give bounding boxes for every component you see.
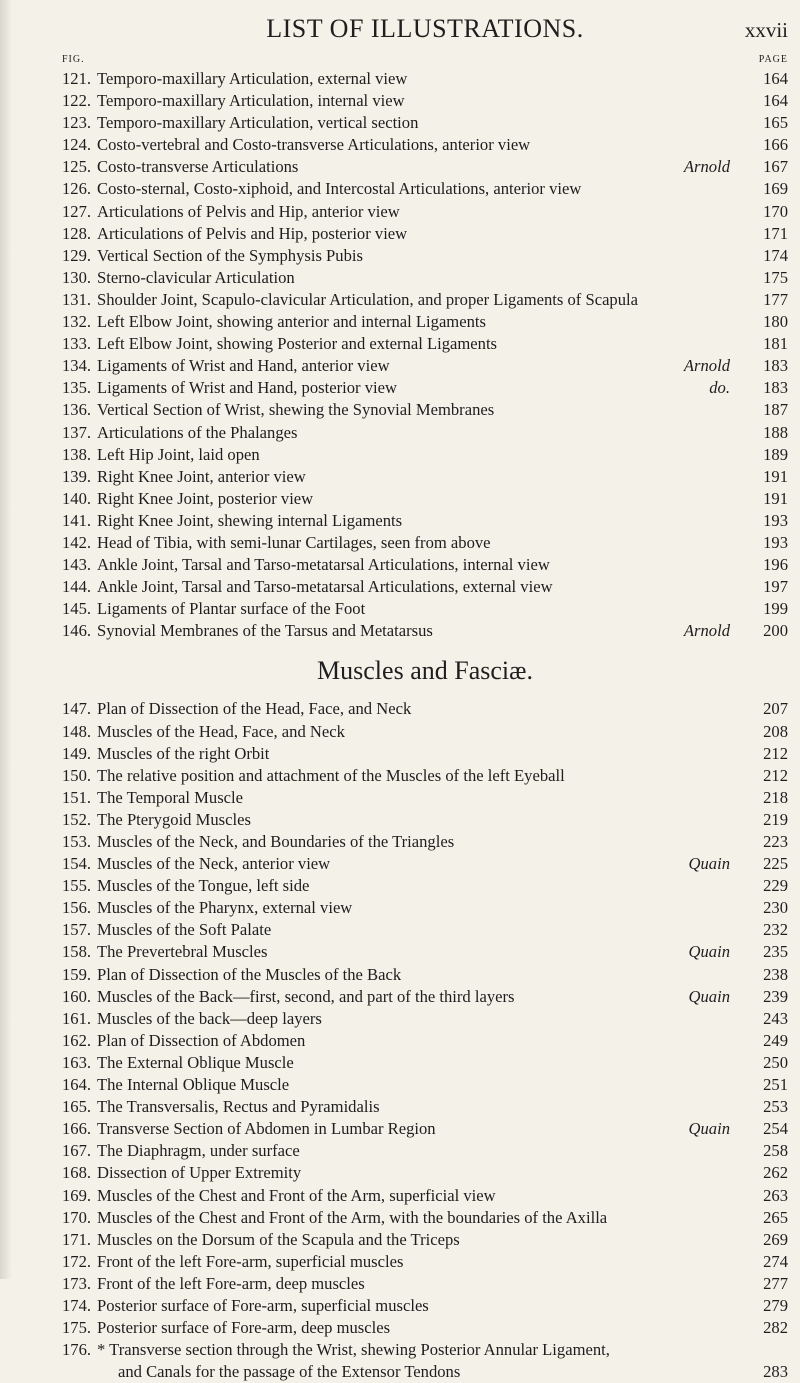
figure-number: 138.: [62, 444, 92, 464]
running-header: [62, 0, 788, 52]
list-item: [62, 765, 788, 787]
list-item: [62, 156, 788, 178]
figure-page: 199: [763, 599, 788, 619]
figure-caption: Posterior surface of Fore-arm, deep muscles: [97, 1318, 391, 1338]
figure-page: 196: [763, 555, 788, 575]
figure-number: 165.: [62, 1097, 92, 1117]
figure-caption: Transverse Section of Abdomen in Lumbar Region: [97, 1119, 436, 1139]
figure-number: 162.: [62, 1030, 92, 1050]
figure-number: 168.: [62, 1163, 92, 1183]
figure-caption: Dissection of Upper Extremity: [97, 1163, 302, 1183]
figure-page: 269: [763, 1229, 788, 1249]
list-item: [62, 488, 788, 510]
figure-page: 263: [763, 1185, 788, 1205]
figure-page: 193: [763, 532, 788, 552]
figure-caption: Articulations of Pelvis and Hip, posterior view: [97, 223, 408, 243]
figure-number: 164.: [62, 1075, 92, 1095]
figure-caption: The Prevertebral Muscles: [97, 942, 268, 962]
figure-page: 175: [763, 267, 788, 287]
list-item: [62, 1339, 788, 1361]
figure-page: 181: [763, 334, 788, 354]
figure-number: 150.: [62, 765, 92, 785]
figure-page: 249: [763, 1030, 788, 1050]
figure-caption: The Pterygoid Muscles: [97, 809, 251, 829]
figure-page: 283: [763, 1362, 788, 1382]
list-item: [62, 897, 788, 919]
illustration-list-articulations: [62, 68, 788, 642]
list-item: [62, 1052, 788, 1074]
list-item: [62, 831, 788, 853]
figure-page: 235: [763, 942, 788, 962]
list-item: [62, 422, 788, 444]
figure-page: 250: [763, 1052, 788, 1072]
list-item: [62, 112, 788, 134]
page-number: xxvii: [744, 18, 788, 42]
figure-number: 170.: [62, 1207, 92, 1227]
figure-page: 174: [763, 245, 788, 265]
figure-caption: Vertical Section of Wrist, shewing the Synovial Membranes: [97, 400, 495, 420]
figure-caption: Muscles of the Neck, and Boundaries of the Triangles: [97, 832, 455, 851]
list-item: [62, 1185, 788, 1207]
list-item: [62, 853, 788, 875]
figure-source: Quain: [688, 1119, 730, 1139]
figure-number: 155.: [62, 876, 92, 896]
figure-page: 239: [763, 986, 788, 1006]
figure-caption: Posterior surface of Fore-arm, superficial muscles: [97, 1295, 429, 1315]
figure-page: 274: [763, 1251, 788, 1271]
figure-page: 177: [763, 289, 788, 309]
list-item: [62, 1207, 788, 1229]
figure-number: 174.: [62, 1295, 92, 1315]
figure-caption: Muscles of the Neck, anterior view: [97, 854, 331, 874]
figure-source: Quain: [688, 986, 730, 1006]
figure-caption: Costo-sternal, Costo-xiphoid, and Intercostal Articulations, anterior view: [97, 179, 582, 199]
figure-number: 135.: [62, 378, 92, 398]
figure-page: 251: [763, 1075, 788, 1095]
list-item: [62, 620, 788, 642]
figure-source: Arnold: [683, 621, 730, 641]
figure-caption: Left Elbow Joint, showing anterior and internal Ligaments: [97, 312, 486, 332]
list-item: [62, 986, 788, 1008]
figure-number: 171.: [62, 1229, 92, 1249]
list-item: [62, 919, 788, 941]
figure-number: 169.: [62, 1185, 92, 1205]
figure-caption: Muscles of the Pharynx, external view: [97, 898, 353, 918]
list-item: [62, 1295, 788, 1317]
list-item: [62, 201, 788, 223]
figure-page: 258: [763, 1141, 788, 1161]
figure-caption: Head of Tibia, with semi-lunar Cartilages, seen from above: [97, 532, 491, 552]
figure-caption: Temporo-maxillary Articulation, internal view: [97, 91, 405, 111]
figure-page: 180: [763, 312, 788, 332]
figure-number: 159.: [62, 964, 92, 984]
figure-number: 157.: [62, 920, 92, 940]
figure-caption: Costo-transverse Articulations: [97, 157, 299, 177]
section-heading: Muscles and Fasciæ.: [317, 656, 533, 686]
figure-page: 170: [763, 201, 788, 221]
figure-page: 187: [763, 400, 788, 420]
figure-number: 130.: [62, 267, 92, 287]
list-item: [62, 1251, 788, 1273]
figure-caption: Sterno-clavicular Articulation: [97, 267, 295, 287]
figure-caption: Synovial Membranes of the Tarsus and Metatarsus: [97, 621, 433, 641]
figure-caption: The Internal Oblique Muscle: [97, 1075, 290, 1095]
list-item: [62, 1229, 788, 1251]
figure-caption: Muscles of the Chest and Front of the Arm, superficial view: [97, 1185, 496, 1205]
figure-caption: Ligaments of Wrist and Hand, anterior view: [97, 356, 390, 376]
list-item: [62, 1008, 788, 1030]
figure-number: 147.: [62, 699, 92, 719]
figure-number: 146.: [62, 621, 92, 641]
figure-source: Arnold: [683, 157, 730, 177]
list-item: [62, 178, 788, 200]
figure-number: 148.: [62, 721, 92, 741]
figure-caption: Muscles of the Chest and Front of the Arm, with the boundaries of the Axilla: [97, 1207, 608, 1227]
figure-caption: Left Hip Joint, laid open: [97, 444, 260, 464]
figure-page: 188: [763, 422, 788, 442]
figure-source: Quain: [688, 942, 730, 962]
figure-caption: Muscles on the Dorsum of the Scapula and the Triceps: [97, 1229, 460, 1249]
illustration-list-muscles: [62, 698, 788, 1383]
page-column-header: PAGE: [758, 54, 788, 65]
list-item: [62, 289, 788, 311]
figure-page: 191: [763, 466, 788, 486]
list-item: [62, 875, 788, 897]
list-item: [62, 698, 788, 720]
figure-page: 171: [763, 223, 788, 243]
figure-number: 166.: [62, 1119, 92, 1139]
figure-page: 229: [763, 876, 788, 896]
figure-number: 154.: [62, 854, 92, 874]
figure-caption: Left Elbow Joint, showing Posterior and external Ligaments: [97, 334, 498, 354]
figure-caption: Muscles of the Back—first, second, and part of the third layers: [97, 986, 515, 1006]
figure-caption: Front of the left Fore-arm, deep muscles: [97, 1273, 365, 1293]
figure-caption: The External Oblique Muscle: [97, 1052, 294, 1072]
figure-number: 173.: [62, 1273, 92, 1293]
figure-page: 165: [763, 113, 788, 133]
list-item: [62, 1317, 788, 1339]
figure-page: 164: [763, 91, 788, 111]
figure-number: 175.: [62, 1318, 92, 1338]
figure-caption: Right Knee Joint, posterior view: [97, 488, 314, 508]
figure-page: 212: [763, 743, 788, 763]
list-item: [62, 1162, 788, 1184]
figure-number: 132.: [62, 312, 92, 332]
list-item: [62, 941, 788, 963]
figure-number: 122.: [62, 91, 92, 111]
list-item: [62, 532, 788, 554]
figure-page: 223: [763, 832, 788, 851]
list-item: [62, 1030, 788, 1052]
list-item: [62, 444, 788, 466]
figure-page: 189: [763, 444, 788, 464]
figure-page: 191: [763, 488, 788, 508]
figure-page: 169: [763, 179, 788, 199]
figure-caption: Temporo-maxillary Articulation, external view: [97, 69, 408, 88]
figure-caption: Ligaments of Wrist and Hand, posterior view: [97, 378, 397, 398]
column-headers: [62, 52, 788, 68]
figure-number: 139.: [62, 466, 92, 486]
figure-page: 212: [763, 765, 788, 785]
figure-number: 127.: [62, 201, 92, 221]
figure-page: 253: [763, 1097, 788, 1117]
figure-page: 277: [763, 1273, 788, 1293]
figure-number: 134.: [62, 356, 92, 376]
figure-number: 128.: [62, 223, 92, 243]
figure-caption: Muscles of the right Orbit: [97, 743, 270, 763]
figure-caption: * Transverse section through the Wrist, shewing Posterior Annular Ligament,: [97, 1340, 610, 1360]
figure-caption: Plan of Dissection of the Muscles of the Back: [97, 964, 402, 984]
fig-column-header: FIG.: [62, 54, 85, 65]
figure-page: 183: [763, 356, 788, 376]
figure-number: 172.: [62, 1251, 92, 1271]
figure-number: 133.: [62, 334, 92, 354]
figure-number: 131.: [62, 289, 92, 309]
list-item: [62, 399, 788, 421]
figure-page: 243: [763, 1008, 788, 1028]
figure-caption: Muscles of the back—deep layers: [97, 1008, 322, 1028]
figure-page: 166: [763, 135, 788, 155]
figure-page: 167: [763, 157, 788, 177]
figure-number: 151.: [62, 787, 92, 807]
figure-source: Quain: [688, 854, 730, 874]
page-title: LIST OF ILLUSTRATIONS.: [266, 14, 584, 43]
figure-caption: Shoulder Joint, Scapulo-clavicular Articulation, and proper Ligaments of Scapula: [97, 289, 638, 309]
figure-number: 144.: [62, 577, 92, 597]
list-item: [62, 223, 788, 245]
figure-page: 238: [763, 964, 788, 984]
figure-caption: Plan of Dissection of Abdomen: [97, 1030, 306, 1050]
figure-number: 167.: [62, 1141, 92, 1161]
list-item: [62, 134, 788, 156]
list-item: [62, 576, 788, 598]
figure-caption: Vertical Section of the Symphysis Pubis: [97, 245, 363, 265]
figure-page: 218: [763, 787, 788, 807]
figure-caption: Muscles of the Tongue, left side: [97, 876, 310, 896]
figure-caption: and Canals for the passage of the Extensor Tendons: [118, 1362, 461, 1382]
list-item: [62, 267, 788, 289]
figure-caption: The Transversalis, Rectus and Pyramidalis: [97, 1097, 380, 1117]
figure-number: 145.: [62, 599, 92, 619]
figure-number: 121.: [62, 69, 92, 88]
figure-caption: Costo-vertebral and Costo-transverse Articulations, anterior view: [97, 135, 531, 155]
figure-page: 183: [763, 378, 788, 398]
figure-number: 137.: [62, 422, 92, 442]
figure-page: 230: [763, 898, 788, 918]
figure-page: 208: [763, 721, 788, 741]
figure-number: 158.: [62, 942, 92, 962]
figure-page: 164: [763, 69, 788, 88]
list-item: [62, 355, 788, 377]
figure-caption: Ligaments of Plantar surface of the Foot: [97, 599, 366, 619]
figure-number: 152.: [62, 809, 92, 829]
list-item: [62, 809, 788, 831]
figure-page: 279: [763, 1295, 788, 1315]
page-binding-edge: [0, 0, 12, 1279]
figure-number: 163.: [62, 1052, 92, 1072]
figure-caption: Muscles of the Soft Palate: [97, 920, 272, 940]
list-item: [62, 1361, 788, 1383]
figure-page: 219: [763, 809, 788, 829]
list-item: [62, 1118, 788, 1140]
figure-number: 123.: [62, 113, 92, 133]
list-item: [62, 90, 788, 112]
list-item: [62, 964, 788, 986]
list-item: [62, 245, 788, 267]
figure-source: do.: [709, 378, 730, 398]
figure-caption: The Temporal Muscle: [97, 787, 243, 807]
figure-caption: The relative position and attachment of the Muscles of the left Eyeball: [97, 765, 565, 785]
figure-number: 125.: [62, 157, 92, 177]
figure-number: 142.: [62, 532, 92, 552]
figure-page: 265: [763, 1207, 788, 1227]
figure-number: 141.: [62, 510, 92, 530]
figure-number: 176.: [62, 1340, 92, 1360]
figure-number: 153.: [62, 832, 92, 851]
figure-caption: Muscles of the Head, Face, and Neck: [97, 721, 345, 741]
book-page: [62, 0, 788, 1383]
figure-page: 262: [763, 1163, 788, 1183]
figure-number: 149.: [62, 743, 92, 763]
list-item: [62, 377, 788, 399]
figure-page: 207: [763, 699, 788, 719]
list-item: [62, 1096, 788, 1118]
figure-number: 136.: [62, 400, 92, 420]
figure-number: 124.: [62, 135, 92, 155]
figure-number: 160.: [62, 986, 92, 1006]
figure-number: 143.: [62, 555, 92, 575]
figure-caption: Right Knee Joint, anterior view: [97, 466, 306, 486]
list-item: [62, 554, 788, 576]
figure-caption: Articulations of Pelvis and Hip, anterior view: [97, 201, 400, 221]
list-item: [62, 1273, 788, 1295]
figure-source: Arnold: [683, 356, 730, 376]
figure-number: 140.: [62, 488, 92, 508]
figure-caption: Articulations of the Phalanges: [97, 422, 298, 442]
list-item: [62, 1074, 788, 1096]
figure-number: 161.: [62, 1008, 92, 1028]
list-item: [62, 510, 788, 532]
figure-caption: Temporo-maxillary Articulation, vertical section: [97, 113, 419, 133]
list-item: [62, 1140, 788, 1162]
figure-page: 193: [763, 510, 788, 530]
list-item: [62, 466, 788, 488]
figure-page: 254: [763, 1119, 788, 1139]
list-item: [62, 721, 788, 743]
figure-caption: Front of the left Fore-arm, superficial muscles: [97, 1251, 404, 1271]
list-item: [62, 311, 788, 333]
figure-number: 156.: [62, 898, 92, 918]
list-item: [62, 743, 788, 765]
figure-page: 232: [763, 920, 788, 940]
figure-number: 126.: [62, 179, 92, 199]
figure-number: 129.: [62, 245, 92, 265]
figure-caption: Ankle Joint, Tarsal and Tarso-metatarsal Articulations, external view: [97, 577, 553, 597]
figure-page: 225: [763, 854, 788, 874]
figure-page: 282: [763, 1318, 788, 1338]
figure-caption: Ankle Joint, Tarsal and Tarso-metatarsal Articulations, internal view: [97, 555, 550, 575]
figure-caption: Plan of Dissection of the Head, Face, and Neck: [97, 699, 412, 719]
figure-caption: Right Knee Joint, shewing internal Ligaments: [97, 510, 403, 530]
list-item: [62, 333, 788, 355]
figure-page: 197: [763, 577, 788, 597]
list-item: [62, 68, 788, 90]
figure-page: 200: [763, 621, 788, 641]
list-item: [62, 598, 788, 620]
figure-caption: The Diaphragm, under surface: [97, 1141, 300, 1161]
list-item: [62, 787, 788, 809]
